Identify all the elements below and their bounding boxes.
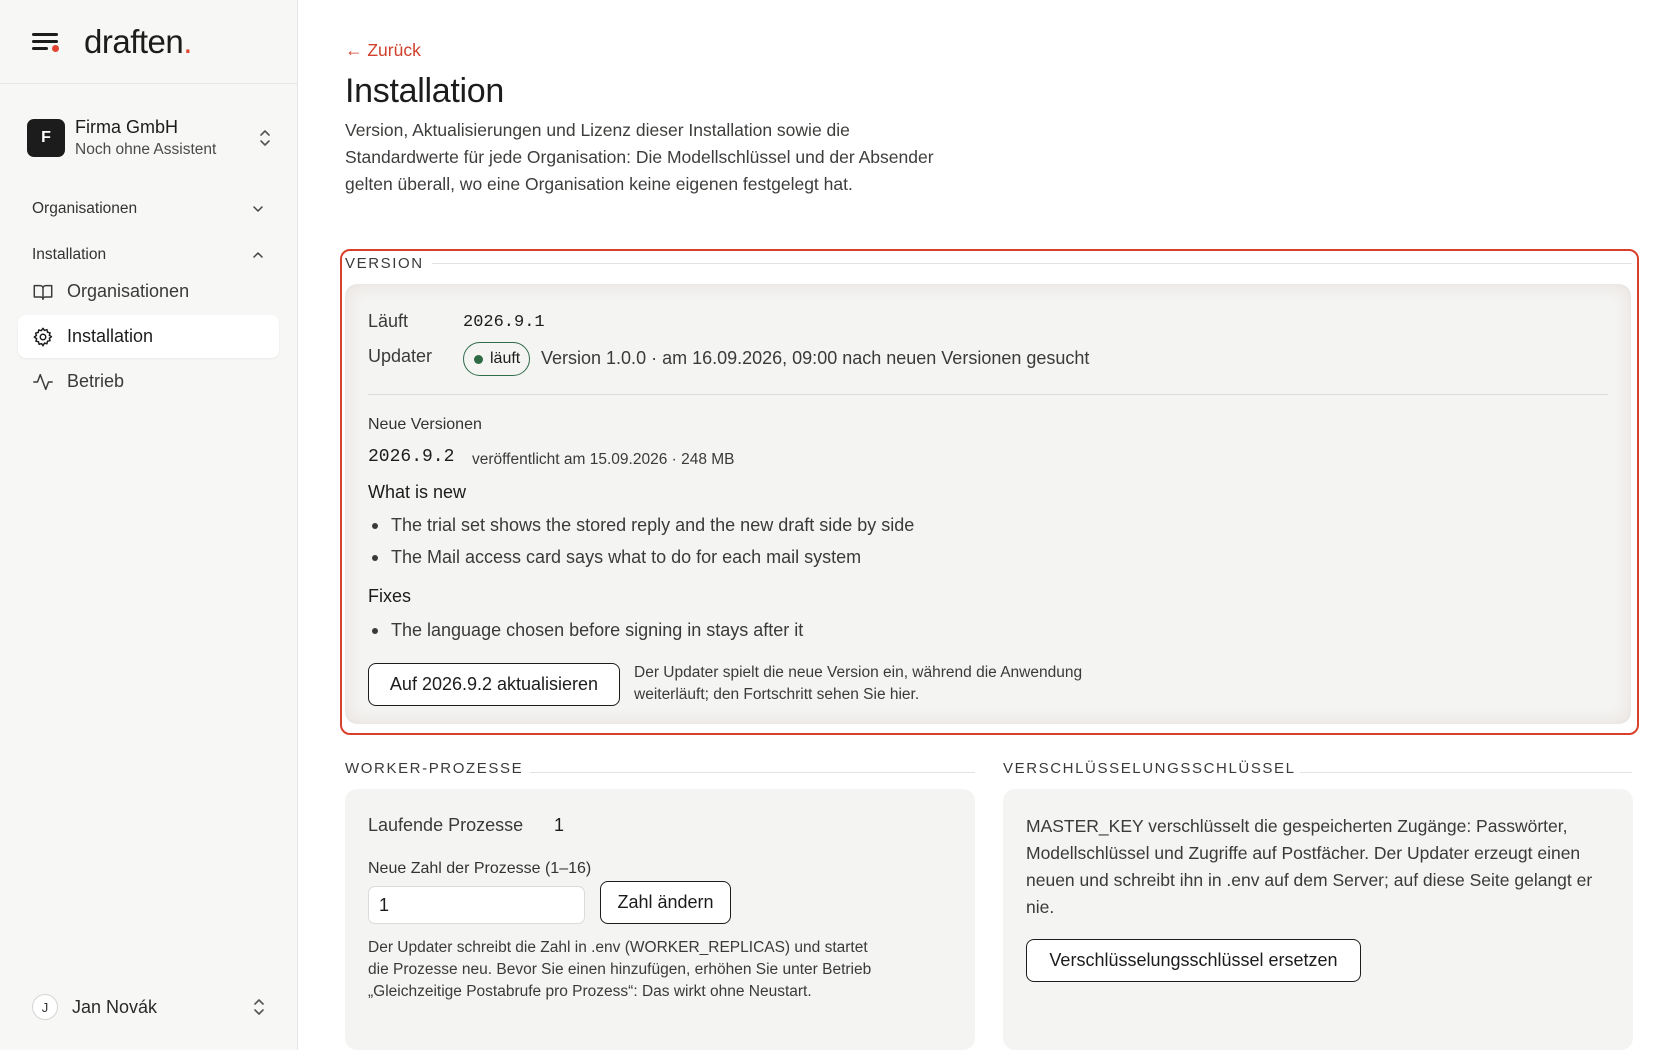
org-avatar: F — [27, 119, 65, 157]
section-divider — [530, 772, 975, 773]
new-version-number: 2026.9.2 — [368, 447, 455, 467]
section-label-workers: WORKER-PROZESSE — [345, 760, 524, 777]
nav-label: Betrieb — [67, 371, 125, 391]
change-count-button[interactable]: Zahl ändern — [600, 881, 731, 924]
user-avatar: J — [32, 994, 58, 1020]
chevron-down-icon — [252, 203, 264, 215]
page-description: Version, Aktualisierungen und Lizenz dieser Installation sowie die Standardwerte für jede Organisation: Die Modellschlüssel und der Absender gelten überall, wo eine Organisation keine eigenen festgelegt hat. — [345, 120, 934, 194]
activity-icon — [32, 371, 54, 393]
encryption-card — [1003, 789, 1633, 1050]
sidebar-item-installation[interactable] — [18, 315, 279, 358]
running-processes-label: Laufende Prozesse — [368, 815, 524, 835]
running-label: Läuft — [368, 311, 409, 331]
list-item: The language chosen before signing in stays after it — [368, 619, 803, 651]
list-item: The Mail access card says what to do for each mail system — [368, 546, 914, 578]
chevron-up-icon — [252, 249, 264, 261]
update-help-text: Der Updater spielt die neue Version ein, während die Anwendung weiterläuft; den Fortschritt sehen Sie hier. — [634, 664, 1083, 703]
section-label: Installation — [32, 246, 107, 263]
update-button[interactable]: Auf 2026.9.2 aktualisieren — [368, 663, 620, 706]
section-label-version: VERSION — [345, 255, 424, 272]
sidebar-section-installation[interactable] — [32, 246, 264, 264]
fixes-heading: Fixes — [368, 586, 412, 606]
worker-card — [345, 789, 975, 1050]
section-divider — [1300, 772, 1632, 773]
section-label: Organisationen — [32, 200, 138, 217]
status-text: läuft — [490, 350, 521, 367]
user-name: Jan Novák — [72, 996, 158, 1017]
sidebar-item-organisationen[interactable] — [18, 270, 279, 313]
sidebar-section-organisationen[interactable] — [32, 200, 264, 218]
whats-new-heading: What is new — [368, 482, 467, 502]
replace-key-button[interactable]: Verschlüsselungsschlüssel ersetzen — [1026, 939, 1361, 982]
sidebar-header — [0, 0, 297, 84]
chevron-up-down-icon — [252, 997, 266, 1017]
book-icon — [32, 281, 54, 303]
org-name: Firma GmbH — [75, 117, 178, 137]
user-menu[interactable] — [32, 994, 266, 1020]
back-link[interactable]: ← Zurück — [345, 40, 421, 60]
process-count-label: Neue Zahl der Prozesse (1–16) — [368, 860, 592, 877]
highlight-frame — [340, 249, 1639, 735]
new-versions-label: Neue Versionen — [368, 416, 482, 433]
logo[interactable]: draften. — [84, 22, 192, 60]
section-label-encryption: VERSCHLÜSSELUNGSSCHLÜSSEL — [1003, 760, 1296, 777]
sidebar — [0, 0, 298, 1050]
new-version-meta: veröffentlicht am 15.09.2026 · 248 MB — [472, 451, 735, 468]
menu-icon[interactable] — [32, 30, 60, 54]
page-title: Installation — [345, 72, 504, 110]
sidebar-item-betrieb[interactable] — [18, 360, 279, 403]
org-switcher[interactable] — [27, 113, 272, 163]
gear-icon — [32, 326, 54, 348]
nav-label: Organisationen — [67, 281, 190, 301]
updater-label: Updater — [368, 346, 433, 366]
org-subtitle: Noch ohne Assistent — [75, 141, 217, 158]
workers-help-text: Der Updater schreibt die Zahl in .env (WORKER_REPLICAS) und startet die Prozesse neu. Bevor Sie einen hinzufügen, erhöhen Sie unter Betrieb „Gleichzeitige Postabrufe pro Prozess“: Das wirkt ohne Neustart. — [368, 939, 872, 1000]
running-processes-value: 1 — [554, 815, 565, 835]
updater-info: Version 1.0.0 · am 16.09.2026, 09:00 nach neuen Versionen gesucht — [541, 348, 1090, 368]
nav-label: Installation — [67, 326, 154, 346]
running-version: 2026.9.1 — [463, 313, 545, 332]
chevron-up-down-icon — [258, 128, 272, 148]
process-count-input[interactable] — [368, 886, 585, 924]
encryption-text: MASTER_KEY verschlüsselt die gespeicherten Zugänge: Passwörter, Modellschlüssel und Zugriffe auf Postfächer. Der Updater erzeugt einen neuen und schreibt ihn in .env auf dem Server; auf diese Seite gelangt er nie. — [1026, 816, 1593, 917]
list-item: The trial set shows the stored reply and the new draft side by side — [368, 514, 914, 546]
